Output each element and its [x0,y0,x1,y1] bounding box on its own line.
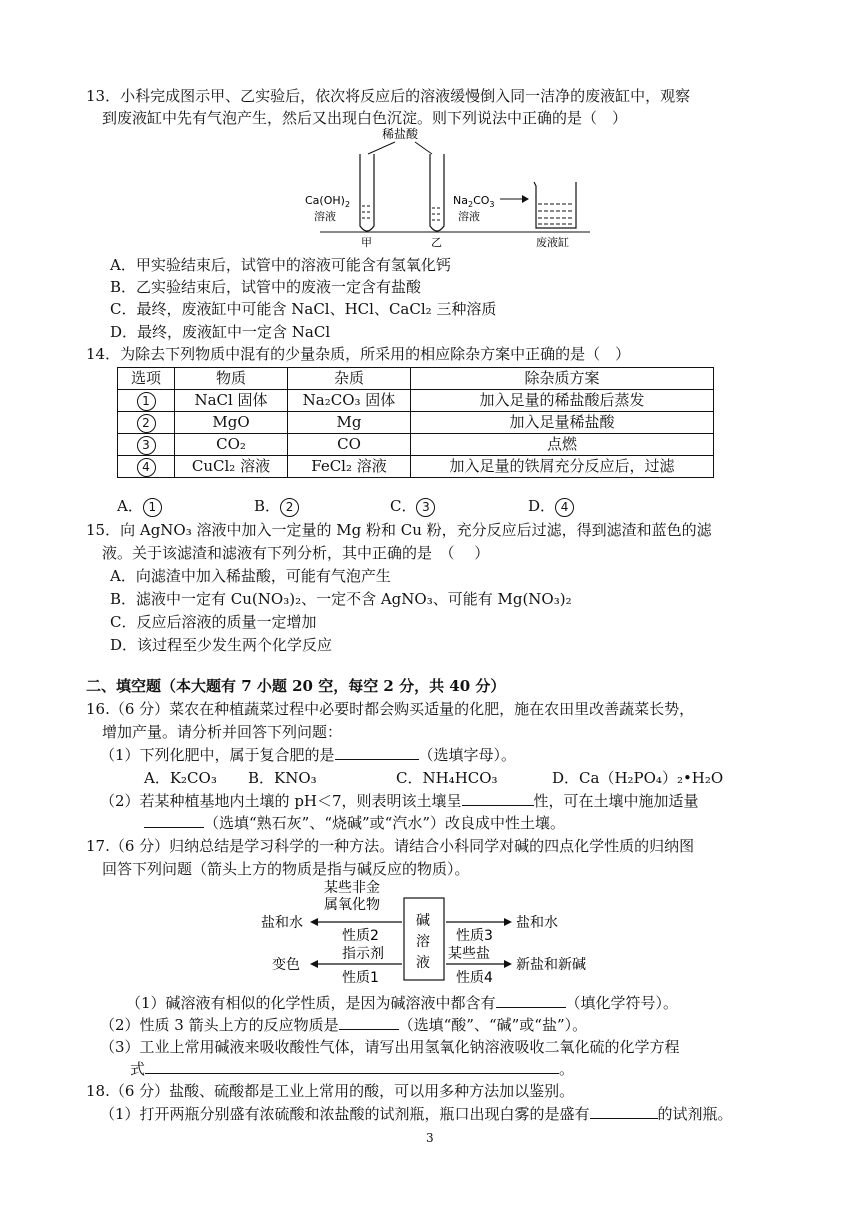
table-cell: CO₂ [175,434,288,456]
q14-answer-d: D． 4 [528,496,574,517]
left-reagent-sub: 2 [344,200,351,209]
q16-choice-b: B．KNO₃ [248,769,317,787]
q17-part1: （1）碱溶液有相似的化学性质，是因为碱溶液中都含有 （填化学符号）。 [126,994,679,1012]
center-label-1: 碱 [416,913,430,929]
header-impurity: 杂质 [288,368,411,390]
q17-base-properties-diagram [258,876,614,988]
q13-option-d: D．最终，废液缸中一定含 NaCl [110,323,331,341]
answer-blank [462,791,534,806]
table-cell: Na₂CO₃ 固体 [288,390,411,412]
circled-number: 1 [137,392,156,411]
q14-stem: 14．为除去下列物质中混有的少量杂质，所采用的相应除杂方案中正确的是（ ） [86,345,631,363]
table-row [118,434,714,456]
circled-number: 4 [555,498,574,517]
table-cell: CO [288,434,411,456]
label-yi: 乙 [431,236,442,249]
mid-reagent-solution: 溶液 [458,210,480,223]
q14-table [117,367,714,478]
right-bottom-product: 新盐和新碱 [516,957,586,973]
label-jia: 甲 [361,236,372,249]
table-row [118,390,714,412]
table-cell: CuCl₂ 溶液 [175,456,288,478]
table-cell: 加入足量稀盐酸 [411,412,714,434]
q13-option-c: C．最终，废液缸中可能含 NaCl、HCl、CaCl₂ 三种溶质 [110,300,497,318]
q13-experiment-figure [300,124,600,250]
table-cell: 加入足量的稀盐酸后蒸发 [411,390,714,412]
q17-part3: （3）工业上常用碱液来吸收酸性气体，请写出用氢氧化钠溶液吸收二氧化硫的化学方程 [100,1038,680,1056]
label-tank: 废液缸 [536,236,569,249]
indicator-label: 指示剂 [342,946,384,962]
q16-choice-d: D．Ca（H₂PO₄）₂•H₂O [552,769,724,787]
circled-number: 4 [137,458,156,477]
test-tube-jia [360,154,374,231]
answer-blank [145,1059,559,1074]
q15-line1: 15．向 AgNO₃ 溶液中加入一定量的 Mg 粉和 Cu 粉，充分反应后过滤，得到滤渣和蓝色的滤 [86,521,712,539]
header-option: 选项 [118,368,175,390]
prop1-label: 性质1 [342,970,379,986]
q16-part2-cont: （选填“熟石灰”、“烧碱”或“汽水”）改良成中性土壤。 [144,813,565,833]
circled-number: 1 [143,498,162,517]
q18-line1: 18.（6 分）盐酸、硫酸都是工业上常用的酸，可以用多种方法加以鉴别。 [86,1082,575,1100]
top-label-2: 属氧化物 [324,897,380,913]
prop3-label: 性质3 [456,928,493,944]
prop4-label: 性质4 [456,970,493,986]
q15-option-d: D．该过程至少发生两个化学反应 [110,636,333,654]
q14-answer-b: B． 2 [254,496,299,517]
table-cell: MgO [175,412,288,434]
q16-line2: 增加产量。请分析并回答下列问题： [102,723,343,741]
mid-reagent-co: CO [473,194,490,207]
answer-blank [590,1104,658,1119]
q14-answer-c: C． 3 [390,496,435,517]
q18-part1: （1）打开两瓶分别盛有浓硫酸和浓盐酸的试剂瓶，瓶口出现白雾的是盛有 的试剂瓶。 [100,1105,733,1123]
section-title: 二、填空题（本大题有 7 小题 20 空，每空 2 分，共 40 分） [86,677,506,695]
answer-blank [496,993,566,1008]
circled-number: 3 [137,436,156,455]
q15-line2: 液。关于该滤渣和滤液有下列分析，其中正确的是 （ ） [102,544,490,562]
circled-number: 2 [280,498,299,517]
q17-line1: 17.（6 分）归纳总结是学习科学的一种方法。请结合小科同学对碱的四点化学性质的归纳图 [86,837,695,855]
mid-reagent-sub1: 2 [467,200,474,209]
top-label-1: 某些非金 [324,880,380,896]
q13-line2: 到废液缸中先有气泡产生，然后又出现白色沉淀。则下列说法中正确的是（ ） [102,109,628,127]
table-header-row [118,368,714,390]
q16-choice-c: C．NH₄HCO₃ [396,769,498,787]
left-bottom-product: 变色 [272,957,300,973]
q17-part2: （2）性质 3 箭头上方的反应物质是 （选填“酸”、“碱”或“盐”）。 [100,1016,588,1034]
left-reagent-solution: 溶液 [314,210,336,223]
q13-option-a: A．甲实验结束后，试管中的溶液可能含有氢氧化钙 [110,256,451,274]
q16-choice-a: A．K₂CO₃ [144,769,217,787]
header-method: 除杂质方案 [411,368,714,390]
table-row [118,456,714,478]
page-number: 3 [426,1131,434,1145]
circled-number: 2 [137,414,156,433]
q13-line1: 13．小科完成图示甲、乙实验后，依次将反应后的溶液缓慢倒入同一洁净的废液缸中，观察 [86,87,691,105]
center-label-3: 液 [416,955,430,971]
header-substance: 物质 [175,368,288,390]
left-top-product: 盐和水 [261,915,303,931]
table-cell: Mg [288,412,411,434]
q16-part2: （2）若某种植基地内土壤的 pH＜7，则表明该土壤呈 性，可在土壤中施加适量 [100,792,699,810]
q16-part1: （1）下列化肥中，属于复合肥的是 （选填字母）。 [100,746,517,764]
table-cell: NaCl 固体 [175,390,288,412]
q15-option-b: B．滤液中一定有 Cu(NO₃)₂、一定不含 AgNO₃、可能有 Mg(NO₃)₂ [110,590,572,608]
q15-option-c: C．反应后溶液的质量一定增加 [110,613,317,631]
test-tube-yi [430,154,444,231]
q15-option-a: A．向滤渣中加入稀盐酸，可能有气泡产生 [110,567,391,585]
q17-line2: 回答下列问题（箭头上方的物质是指与碱反应的物质）。 [102,860,470,878]
table-row [118,412,714,434]
answer-blank [339,1015,399,1030]
q16-line1: 16.（6 分）菜农在种植蔬菜过程中必要时都会购买适量的化肥，施在农田里改善蔬菜长势， [86,700,695,718]
circled-number: 3 [416,498,435,517]
right-top-product: 盐和水 [516,915,558,931]
table-cell: 点燃 [411,434,714,456]
q13-option-b: B．乙实验结束后，试管中的废液一定含有盐酸 [110,278,422,296]
mid-reagent-sub2: 3 [489,200,495,209]
waste-tank [534,182,576,228]
q14-answer-a: A． 1 [117,496,162,517]
svg-text:Na2CO3 [453,194,495,209]
table-cell: 加入足量的铁屑充分反应后，过滤 [411,456,714,478]
center-label-2: 溶 [416,934,430,950]
left-reagent: Ca(OH) [305,194,345,207]
some-salt-label: 某些盐 [448,946,490,962]
table-cell: FeCl₂ 溶液 [288,456,411,478]
answer-blank [144,813,204,828]
acid-label: 稀盐酸 [382,127,419,141]
mid-reagent-na: Na [453,194,468,207]
prop2-label: 性质2 [342,928,379,944]
q17-part3-cont: 式 。 [130,1060,575,1078]
svg-text:Ca(OH)2 [305,194,350,209]
answer-blank [335,745,419,760]
